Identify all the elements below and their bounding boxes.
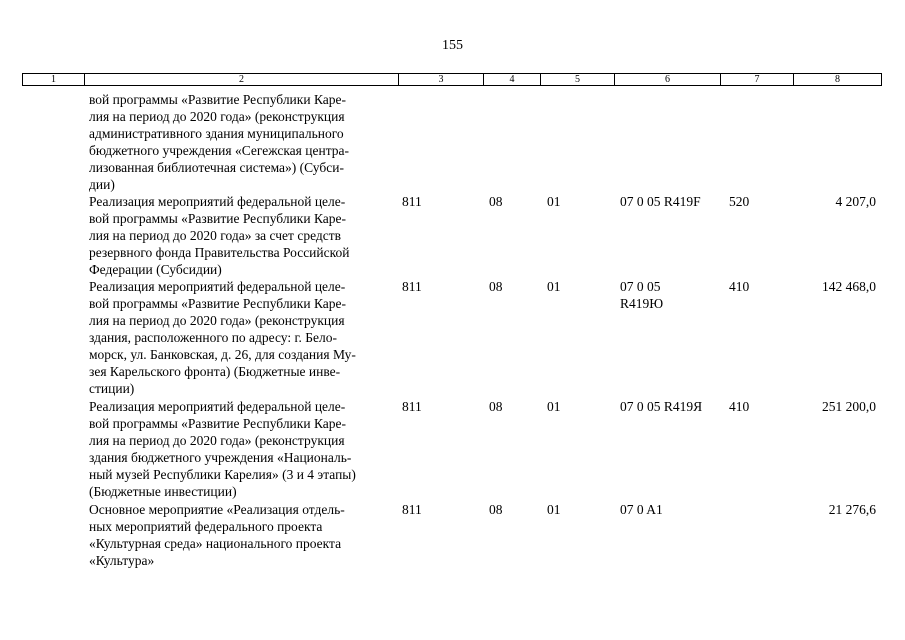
text-line: Федерации (Субсидии) [89,262,222,277]
text-line: вой программы «Развитие Республики Каре- [89,92,346,107]
column-number: 8 [794,74,882,86]
target-article-code [620,193,730,210]
text-line: лия на период до 2020 года» (реконструкция [89,433,345,448]
row-description [89,501,397,569]
text-line: 07 0 05 R419F [620,194,701,209]
text-line: резервного фонда Правительства Российской [89,245,350,260]
text-line: здания бюджетного учреждения «Националь- [89,450,352,465]
column-header-row [23,74,882,86]
text-line: Основное мероприятие «Реализация отдель- [89,502,345,517]
ministry-code: 811 [402,194,422,209]
target-article-code [620,278,730,312]
column-number: 4 [484,74,541,86]
subsection-code: 01 [547,399,561,414]
text-line: здания, расположенного по адресу: г. Бело- [89,330,337,345]
text-line: Реализация мероприятий федеральной целе- [89,399,346,414]
text-line: 07 0 A1 [620,502,663,517]
text-line: «Культурная среда» национального проекта [89,536,342,551]
expense-type-code: 520 [729,194,750,209]
text-line: (Бюджетные инвестиции) [89,484,237,499]
text-line: Реализация мероприятий федеральной целе- [89,279,346,294]
column-number: 1 [23,74,85,86]
amount: 251 200,0 [822,399,876,414]
text-line: R419Ю [620,296,664,311]
target-article-code [620,398,730,415]
ministry-code: 811 [402,279,422,294]
ministry-code: 811 [402,502,422,517]
section-code: 08 [489,279,503,294]
ministry-code: 811 [402,399,422,414]
text-line: 07 0 05 [620,279,661,294]
text-line: Реализация мероприятий федеральной целе- [89,194,346,209]
column-number: 6 [615,74,721,86]
column-number: 3 [399,74,484,86]
text-line: 07 0 05 R419Я [620,399,703,414]
section-code: 08 [489,194,503,209]
expense-type-code: 410 [729,399,750,414]
text-line: лизованная библиотечная система») (Субси- [89,160,344,175]
row-description [89,193,397,278]
text-line: административного здания муниципального [89,126,344,141]
amount: 4 207,0 [835,194,876,209]
text-line: лия на период до 2020 года» (реконструкция [89,109,345,124]
text-line: морск, ул. Банковская, д. 26, для создания Му- [89,347,356,362]
subsection-code: 01 [547,194,561,209]
amount: 142 468,0 [822,279,876,294]
amount: 21 276,6 [828,502,876,517]
text-line: ных мероприятий федерального проекта [89,519,323,534]
text-line: дии) [89,177,115,192]
text-line: вой программы «Развитие Республики Каре- [89,416,346,431]
subsection-code: 01 [547,279,561,294]
text-line: лия на период до 2020 года» за счет средств [89,228,342,243]
column-number: 5 [541,74,615,86]
text-line: зея Карельского фронта) (Бюджетные инве- [89,364,341,379]
column-header-table [22,73,882,86]
text-line: лия на период до 2020 года» (реконструкция [89,313,345,328]
text-line: стиции) [89,381,135,396]
expense-type-code: 410 [729,279,750,294]
section-code: 08 [489,502,503,517]
column-number: 7 [721,74,794,86]
page-number: 155 [442,38,463,53]
text-line: «Культура» [89,553,155,568]
section-code: 08 [489,399,503,414]
subsection-code: 01 [547,502,561,517]
text-line: бюджетного учреждения «Сегежская центра- [89,143,349,158]
row-description [89,398,397,500]
column-number: 2 [85,74,399,86]
target-article-code [620,501,730,518]
row-description [89,278,397,397]
text-line: вой программы «Развитие Республики Каре- [89,296,346,311]
row-description [89,91,397,193]
text-line: вой программы «Развитие Республики Каре- [89,211,346,226]
text-line: ный музей Республики Карелия» (3 и 4 этапы) [89,467,356,482]
